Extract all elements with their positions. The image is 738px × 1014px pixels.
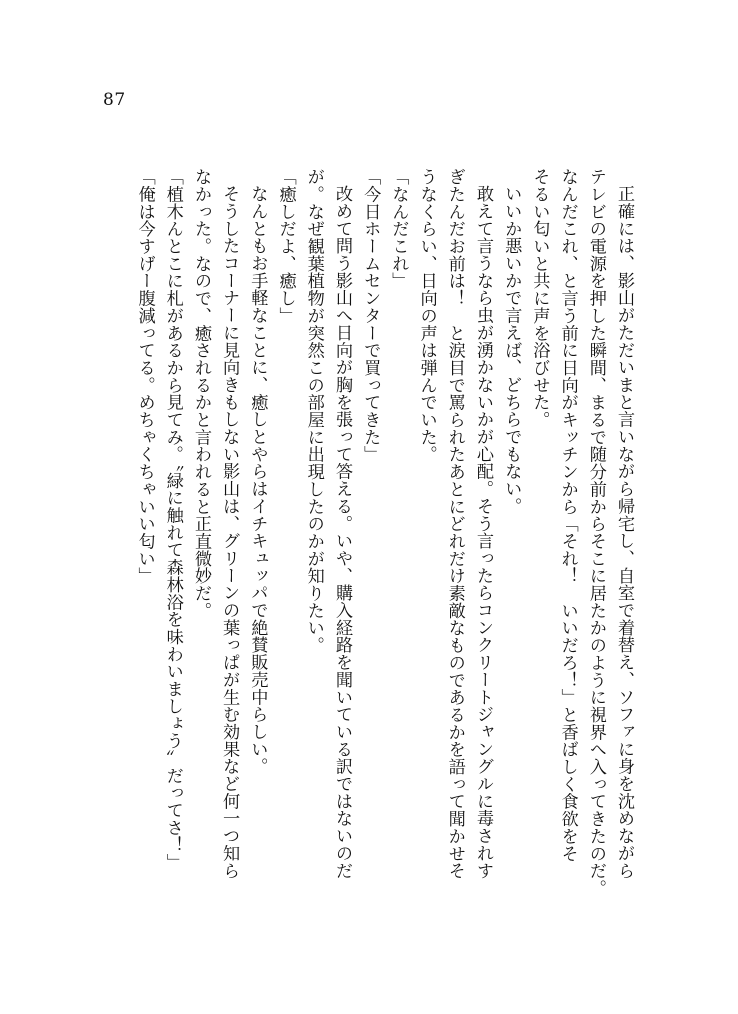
dialogue-line: 「俺は今すげー腹減ってる。めちゃくちゃいい匂い」 <box>134 168 155 585</box>
text-line: なんだこれ、と言う前に日向がキッチンから「それ！ いいだろ！」と香ばしく食欲をそ <box>557 168 578 862</box>
text-line: うなくらい、日向の声は弾んでいた。 <box>416 168 437 463</box>
text-line: 正確には、影山がただいまと言いながら帰宅し、自室で着替え、ソファに身を沈めながら <box>614 185 634 880</box>
text-line: いいか悪いかで言えば、どちらでもない。 <box>501 185 522 515</box>
dialogue-line: 「今日ホームセンターで買ってきた」 <box>360 168 381 463</box>
text-line: そうしたコーナーに見向きもしない影山は、グリーンの葉っぱが生む効果など何一つ知ら <box>219 185 240 880</box>
page-number: 87 <box>103 90 126 110</box>
body-text <box>130 168 638 948</box>
dialogue-line: 「なんだこれ」 <box>388 168 409 290</box>
text-line: テレビの電源を押した瞬間、まるで随分前からそこに居たかのように視界へ入ってきたのだ。 <box>585 168 606 897</box>
text-line: 改めて問う影山へ日向が胸を張って答える。いや、購入経路を聞いている訳ではないのだ <box>331 185 352 880</box>
dialogue-line: 「癒しだよ、癒し」 <box>275 168 296 325</box>
text-line: 敢えて言うなら虫が湧かないかが心配。そう言ったらコンクリートジャングルに毒されす <box>472 185 493 880</box>
text-line: が。なぜ観葉植物が突然この部屋に出現したのかが知りたい。 <box>303 168 324 654</box>
text-line: そるい匂いと共に声を浴びせた。 <box>529 168 550 429</box>
text-line: なかった。なので、癒されるかと言われると正直微妙だ。 <box>190 168 211 620</box>
dialogue-line: 「植木んとこに札があるから見てみ。〝緑に触れて森林浴を味わいましょう〟だってさ！」 <box>162 168 183 871</box>
text-line: なんともお手軽なことに、癒しとやらはイチキュッパで絶賛販売中らしい。 <box>247 185 268 776</box>
text-line: ぎたんだお前は！ と涙目で罵られたあとにどれだけ素敵なものであるかを語って聞かせそ <box>444 168 465 880</box>
